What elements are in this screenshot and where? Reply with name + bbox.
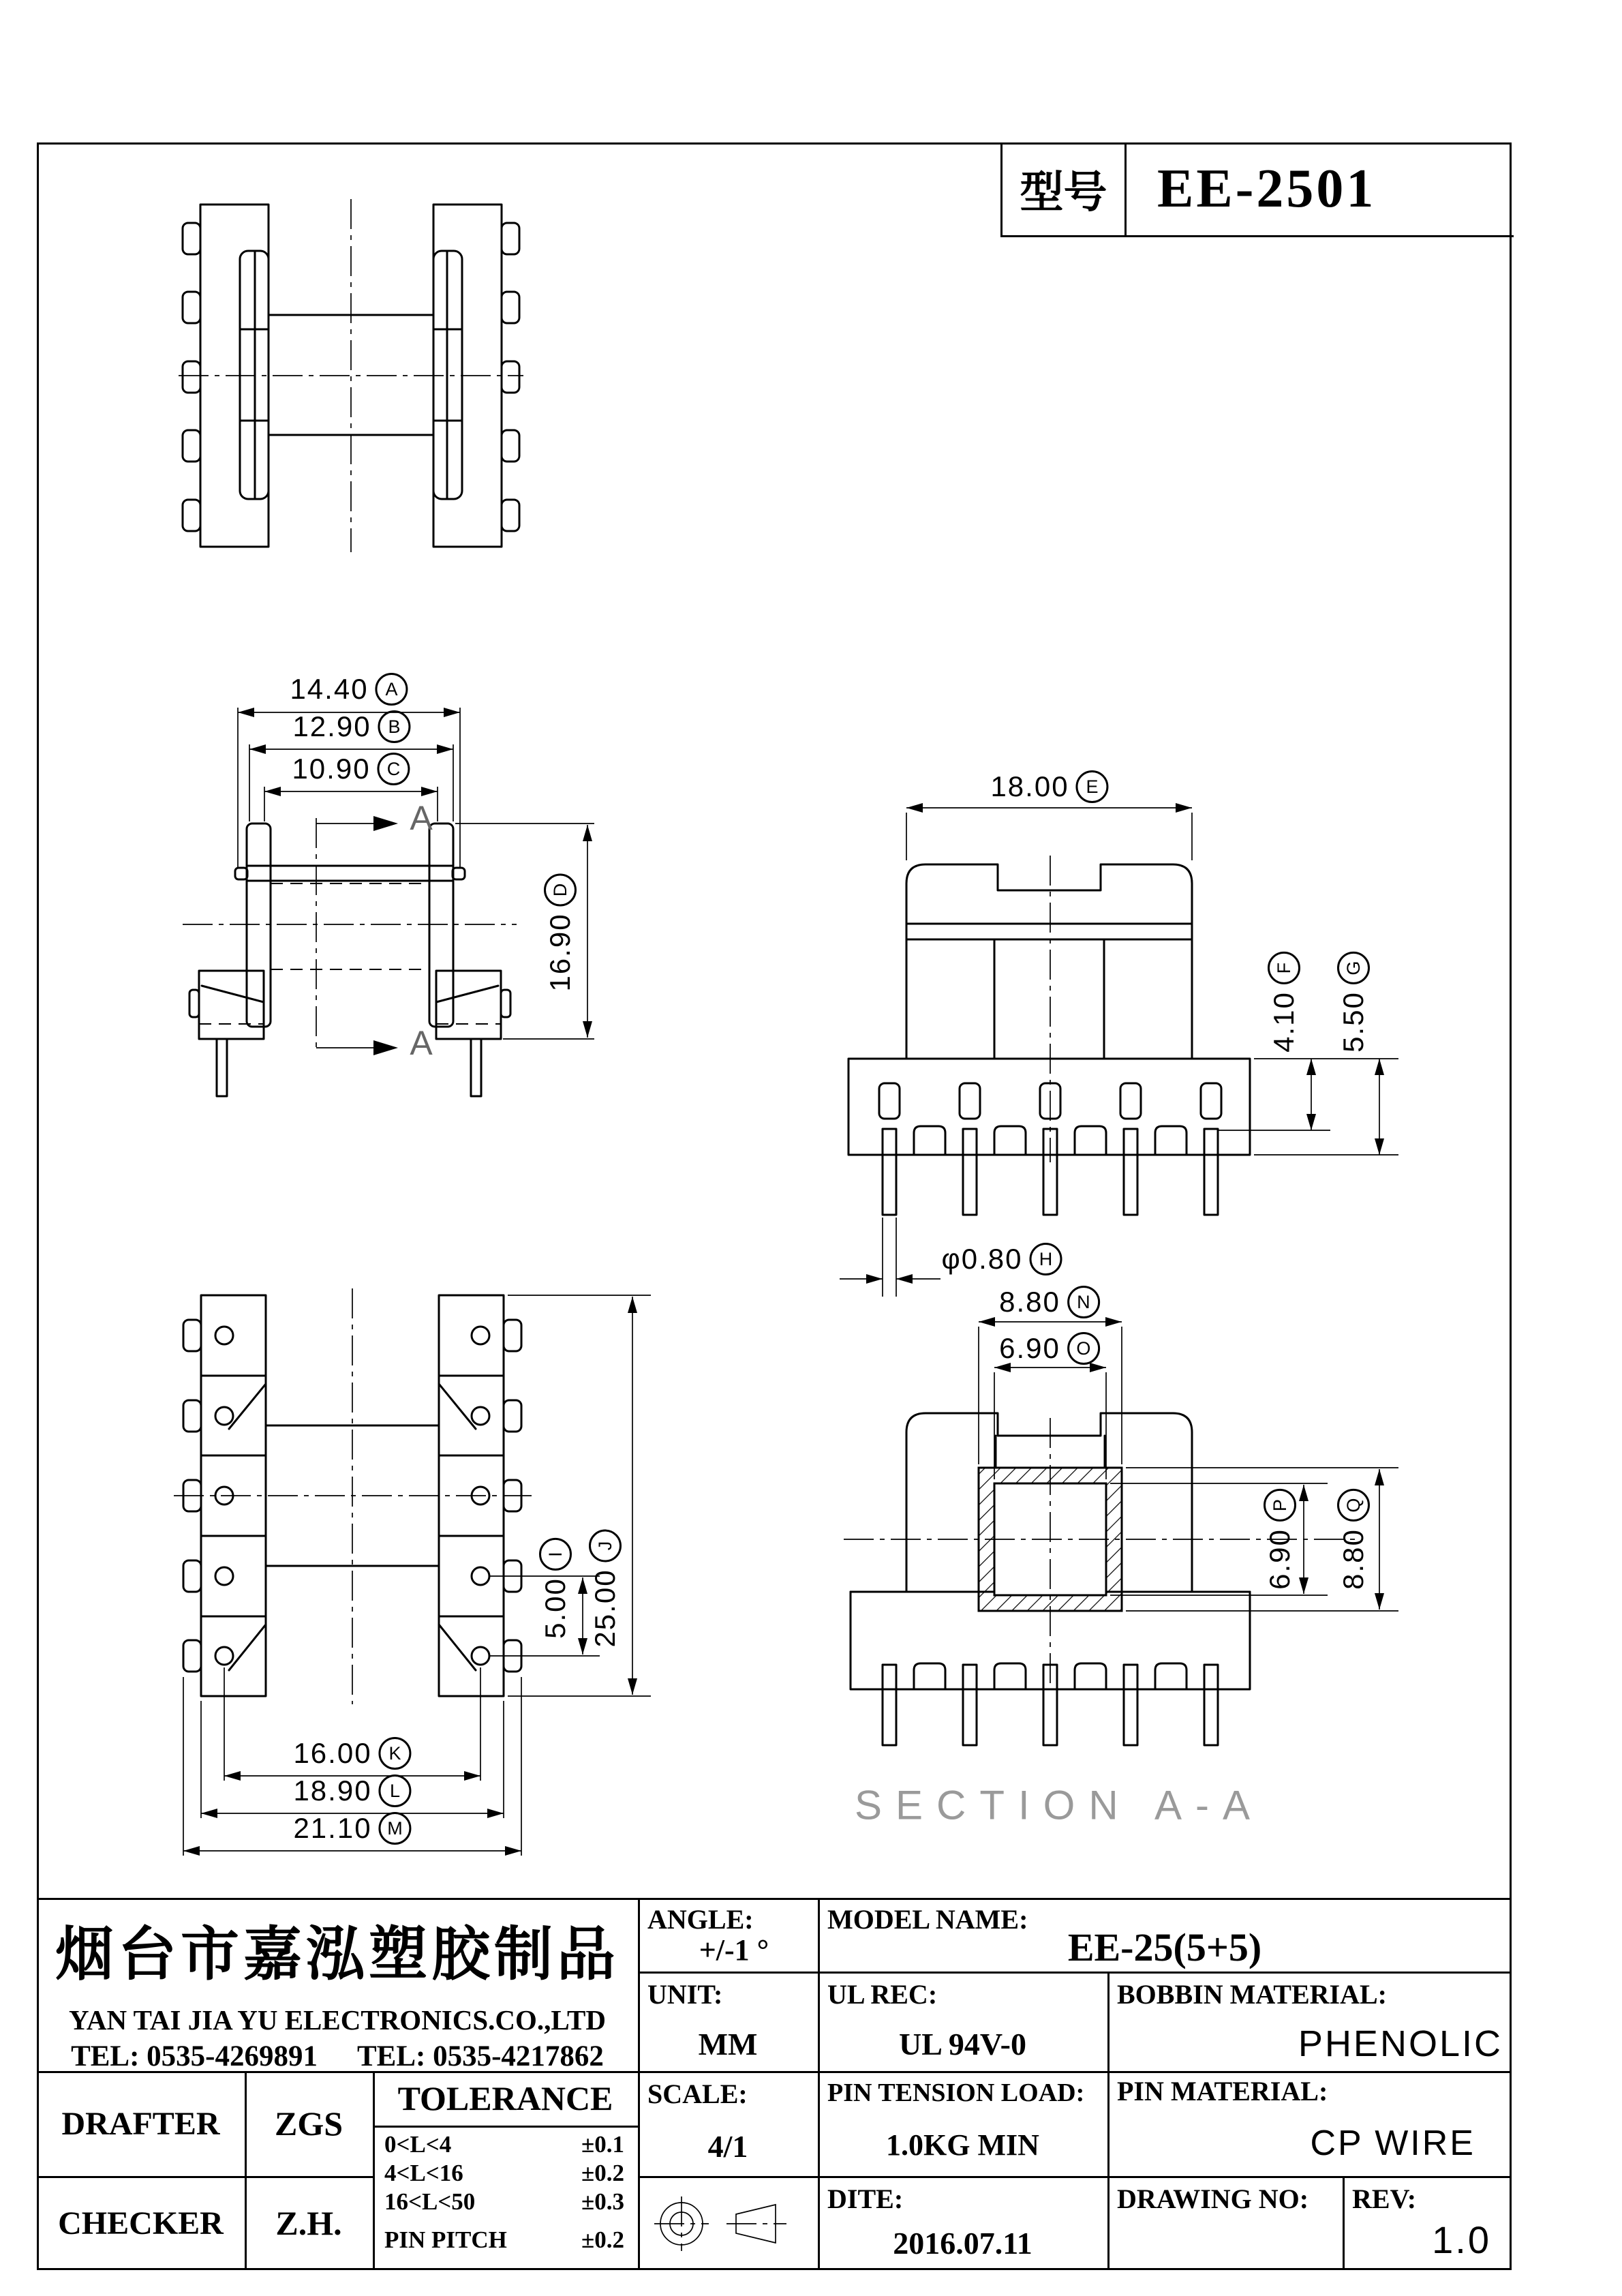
titleblock-line <box>1107 1972 1110 2270</box>
tol-value: ±0.1 <box>581 2131 624 2158</box>
dim-label-F: 4.10 F <box>1268 952 1300 1053</box>
company-name-en: YAN TAI JIA YU ELECTRONICS.CO.,LTD <box>69 2004 606 2036</box>
dimension-lines <box>840 803 1398 1297</box>
dim-label-B: 12.90 B <box>292 710 410 743</box>
pin-tension-value: 1.0KG MIN <box>886 2128 1039 2162</box>
section-title: SECTION A-A <box>854 1782 1264 1828</box>
tol-range: PIN PITCH <box>384 2226 507 2253</box>
drafter-value: ZGS <box>274 2104 343 2143</box>
tol-range: 4<L<16 <box>384 2160 463 2186</box>
dim-label-O: 6.90 O <box>999 1332 1100 1365</box>
tolerance-row <box>384 2226 624 2254</box>
tol-range: 16<L<50 <box>384 2188 476 2215</box>
dim-label-J: 25.00 J <box>589 1529 622 1647</box>
tolerance-title: TOLERANCE <box>397 2079 613 2117</box>
scale-label: SCALE: <box>647 2079 748 2109</box>
model-number-label: 型号 <box>1003 142 1127 235</box>
ul-rec-label: UL REC: <box>827 1979 938 2010</box>
section-arrow-label-top: A <box>410 799 433 837</box>
drawing-no-label: DRAWING NO: <box>1117 2184 1309 2214</box>
dimension-lines <box>183 1295 651 1856</box>
tol-value: ±0.3 <box>581 2188 624 2215</box>
dim-label-L: 18.90 L <box>293 1774 411 1807</box>
tolerance-row <box>384 2160 624 2187</box>
dite-label: DITE: <box>827 2184 904 2214</box>
dim-label-P: 6.90 P <box>1264 1489 1296 1590</box>
angle-label: ANGLE: <box>647 1904 754 1935</box>
checker-label: CHECKER <box>58 2205 224 2241</box>
unit-value: MM <box>698 2026 758 2061</box>
dimension-lines <box>238 708 594 1039</box>
bobbin-material-label: BOBBIN MATERIAL: <box>1117 1979 1387 2010</box>
centerlines <box>174 1288 532 1704</box>
view-front <box>838 750 1404 1302</box>
tel-1: TEL: 0535-4269891 <box>71 2040 318 2072</box>
tolerance-row <box>384 2188 624 2216</box>
dim-label-D: 16.90 D <box>544 873 577 991</box>
centerlines <box>183 818 517 1053</box>
rev-label: REV: <box>1352 2184 1417 2214</box>
section-cut-arrows <box>316 816 398 1055</box>
pin-tension-label: PIN TENSION LOAD: <box>827 2079 1085 2107</box>
tel-2: TEL: 0535-4217862 <box>357 2040 604 2072</box>
scale-value: 4/1 <box>707 2128 748 2164</box>
dim-label-G: 5.50 G <box>1337 952 1370 1053</box>
bobbin-material-value: PHENOLIC <box>1298 2023 1503 2064</box>
dim-label-N: 8.80 N <box>999 1286 1100 1318</box>
ul-rec-value: UL 94V-0 <box>899 2026 1026 2061</box>
title-block <box>37 1898 1512 2270</box>
model-name-label: MODEL NAME: <box>827 1904 1028 1935</box>
company-name-cn: 烟台市嘉泓塑胶制品 <box>55 1922 619 1987</box>
dim-label-K: 16.00 K <box>293 1737 411 1770</box>
view-side <box>177 668 654 1207</box>
dim-label-A: 14.40 A <box>290 673 408 706</box>
centerlines <box>179 199 523 552</box>
projection-symbol-icon <box>653 2190 803 2258</box>
dim-label-E: 18.00 E <box>990 770 1108 803</box>
model-number-value: EE-2501 <box>1157 158 1377 219</box>
tol-value: ±0.2 <box>581 2160 624 2186</box>
tol-value: ±0.2 <box>581 2226 624 2253</box>
pin-material-label: PIN MATERIAL: <box>1117 2076 1328 2106</box>
model-number-box <box>1000 142 1514 237</box>
pin-material-value: CP WIRE <box>1310 2124 1475 2163</box>
unit-label: UNIT: <box>647 1979 723 2010</box>
bobbin-front-outline <box>848 864 1250 1215</box>
rev-value: 1.0 <box>1432 2218 1491 2261</box>
tolerance-row <box>384 2131 624 2158</box>
checker-value: Z.H. <box>275 2204 342 2242</box>
section-arrow-label-bottom: A <box>410 1024 433 1062</box>
view-top <box>170 191 532 559</box>
dim-label-Q: 8.80 Q <box>1337 1489 1370 1590</box>
angle-value: +/-1 ° <box>699 1933 769 1967</box>
dim-label-I: 5.00 I <box>539 1538 572 1639</box>
drafter-label: DRAFTER <box>61 2105 220 2142</box>
dim-label-H: φ0.80 H <box>942 1243 1062 1275</box>
dite-value: 2016.07.11 <box>893 2225 1032 2261</box>
dim-label-C: 10.90 C <box>292 753 410 785</box>
titleblock-line <box>373 2126 640 2128</box>
company-tel <box>37 2041 638 2071</box>
model-name-value: EE-25(5+5) <box>1067 1924 1262 1969</box>
dim-label-M: 21.10 M <box>293 1812 411 1845</box>
view-section <box>838 1282 1404 1834</box>
tol-range: 0<L<4 <box>384 2131 452 2158</box>
